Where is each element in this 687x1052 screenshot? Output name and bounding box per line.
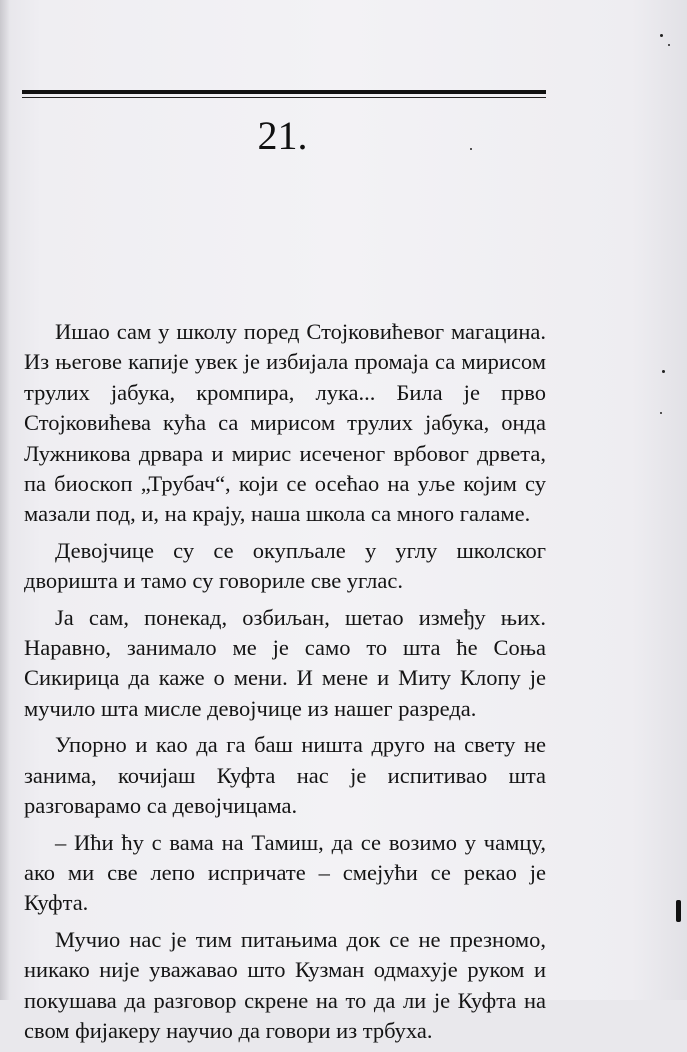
print-speck: [660, 412, 662, 414]
paragraph-5: – Ићи ћу с вама на Тамиш, да се возимо у чамцу, ако ми све лепо испричате – смејући се рекао је Куфта.: [24, 829, 546, 916]
paragraph-1: Ишао сам у школу поред Стојковићевог магацина. Из његове капије увек је избијала промаја са мирисом трулих јабука, кромпира, лука... Била је прво Стојковићева кућа са мирисом трулих јабука, онда Лужникова дрвара и мирис исеченог врбовог дрвета, па биоскоп „Трубач“, који се осећао на уље којим су мазали под, и, на крају, наша школа са много галаме.: [24, 319, 546, 527]
print-speck: [668, 44, 670, 46]
paragraph-2: Девојчице су се окупљале у углу школског дворишта и тамо су говориле све углас.: [24, 537, 546, 594]
chapter-body: [24, 317, 546, 1052]
header-rule-thin: [22, 97, 546, 98]
print-speck: [660, 34, 663, 37]
header-rule-thick: [22, 90, 546, 94]
print-speck: [470, 148, 472, 150]
paragraph-3: Ја сам, понекад, озбиљан, шетао између њих. Наравно, занимало ме је само то шта ће Соња Сикирица да каже о мени. И мене и Миту Клопу је мучило шта мисле девојчице из нашег разреда.: [24, 604, 546, 721]
chapter-number: 21.: [257, 113, 308, 158]
paragraph-4: Упорно и као да га баш ништа друго на свету не занима, кочијаш Куфта нас је испитивао шта разговарамо са девојчицама.: [24, 732, 546, 819]
paragraph-6: Мучио нас је тим питањима док се не презномо, никако није уважавао што Кузман одмахује руком и покушава да разговор скрене на то да ли је Куфта на свом фијакеру научио да говори из трбуха.: [24, 926, 546, 1043]
print-speck: [662, 370, 665, 373]
edge-ink-mark: [676, 900, 681, 922]
